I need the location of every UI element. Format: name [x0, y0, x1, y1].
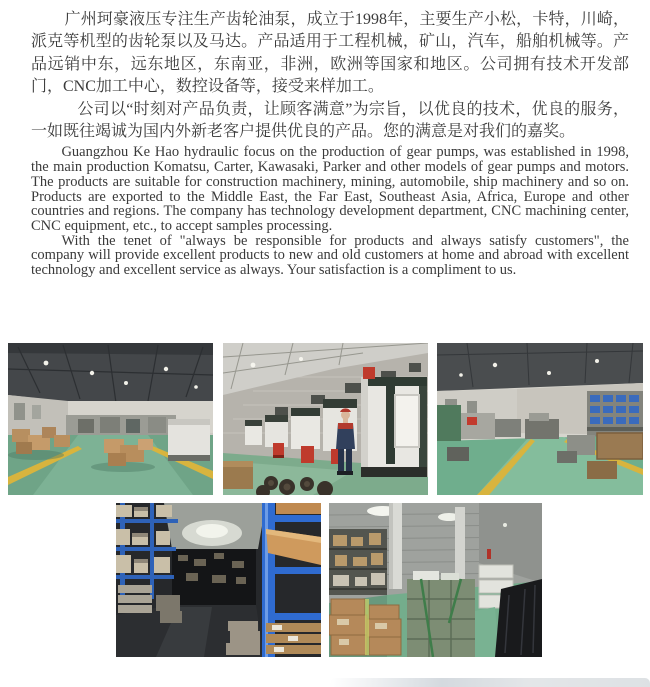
photo-workshop-aisle: [437, 343, 643, 495]
intro-paragraph-en: Guangzhou Ke Hao hydraulic focus on the production of gear pumps, was established in 1998, the main production Komatsu, Carter, Kawasaki, Parker and other models of gear pumps and motors. The products are suitable for construction machinery, mining, automobile, ship machinery and so on. Products are exported to the Middle East, the Far East, Southeast Asia, Africa, Europe and other countries and regions. The company has technology development department, CNC machining center, CNC equipment, etc., to accept samples processing.: [31, 144, 629, 234]
photo-warehouse-racks: [116, 503, 321, 657]
workshop-aisle-illustration: [437, 343, 643, 495]
photo-warehouse-crates: [329, 503, 542, 657]
tenet-paragraph-zh: 公司以“时刻对产品负责，让顾客满意”为宗旨，以优良的技术，优良的服务，一如既往竭诚为国内外新老客户提供优良的产品。您的满意是对我们的嘉奖。: [31, 100, 629, 141]
cnc-machines-illustration: [223, 343, 428, 495]
photo-factory-hall: [8, 343, 213, 495]
factory-hall-illustration: [8, 343, 213, 495]
photo-cnc-machines: [223, 343, 428, 495]
partial-next-photo-edge: [330, 678, 650, 687]
warehouse-crates-illustration: [329, 503, 542, 657]
tenet-paragraph-en: With the tenet of "always be responsible for products and always satisfy customers", the company will provide excellent products to new and old customers at home and abroad with excellent technology and excellent service as always. Your satisfaction is a compliment to us.: [31, 232, 629, 279]
intro-paragraph-zh: 广州珂豪液压专注生产齿轮油泵，成立于1998年，主要生产小松，卡特，川崎，派克等机型的齿轮泵以及马达。产品适用于工程机械，矿山，汽车，船舶机械等。产品远销中东，远东地区，东南亚，非洲，欧洲等国家和地区。公司拥有技术开发部门，CNC加工中心，数控设备等，接受来样加工。: [31, 11, 629, 96]
warehouse-racks-illustration: [116, 503, 321, 657]
